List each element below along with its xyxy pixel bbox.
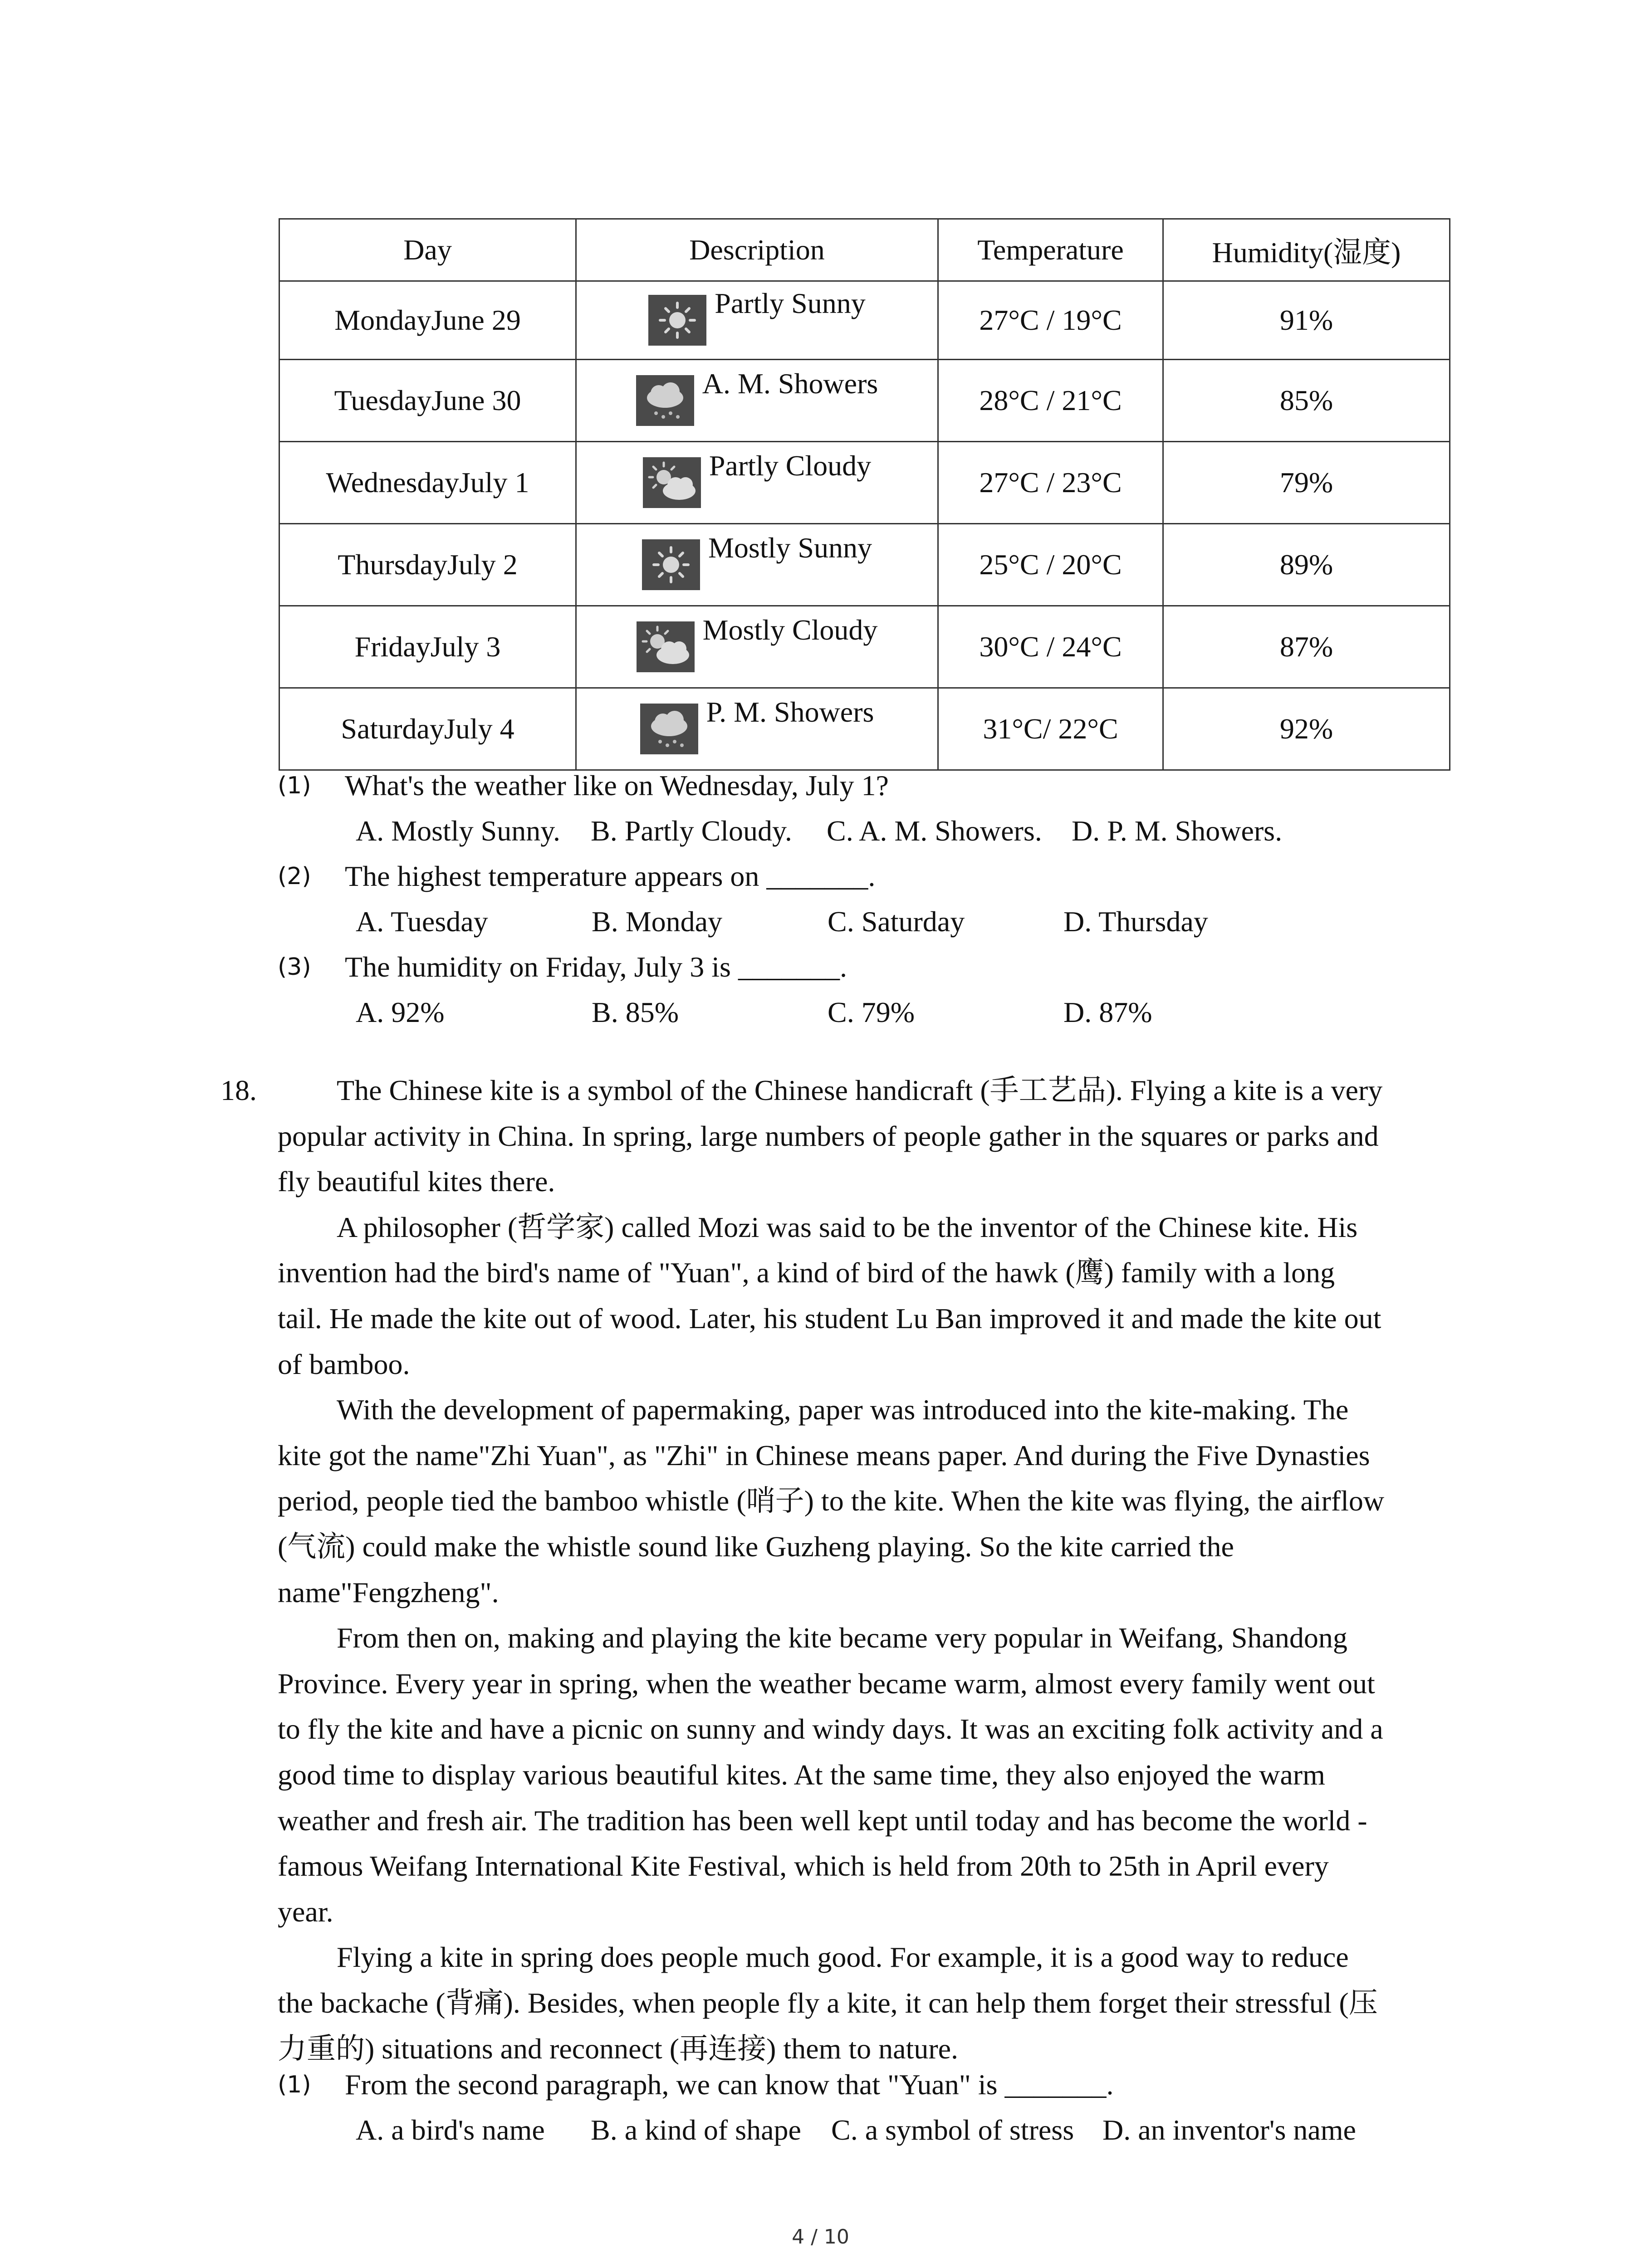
cell-day: MondayJune 29 <box>279 281 576 360</box>
answer-option[interactable]: A. a bird's name <box>356 2114 545 2146</box>
passage-line: Province. Every year in spring, when the weather became warm, almost every family went out <box>278 1667 1375 1700</box>
passage-line: popular activity in China. In spring, large numbers of people gather in the squares or parks and <box>278 1119 1379 1152</box>
question-number: (2) <box>278 863 311 890</box>
weather-table-body <box>279 281 1450 770</box>
table-header-row <box>279 219 1450 281</box>
passage-line: invention had the bird's name of "Yuan", a kind of bird of the hawk (鹰) family with a long <box>278 1256 1335 1289</box>
table-row <box>279 360 1450 442</box>
cell-temperature: 25°C / 20°C <box>938 524 1163 606</box>
passage-line: weather and fresh air. The tradition has been well kept until today and has become the world - <box>278 1804 1367 1837</box>
answer-option[interactable]: D. Thursday <box>1063 905 1208 938</box>
sun-cloud-icon <box>637 621 695 672</box>
cell-description <box>576 606 938 688</box>
answer-option[interactable]: A. 92% <box>356 996 445 1028</box>
weather-table <box>279 218 1450 771</box>
cell-day: FridayJuly 3 <box>279 606 576 688</box>
answer-option[interactable]: A. Tuesday <box>356 905 488 938</box>
question-number: (1) <box>278 772 311 799</box>
sun-icon <box>648 295 706 346</box>
cell-description <box>576 524 938 606</box>
passage-line: Flying a kite in spring does people much good. For example, it is a good way to reduce <box>337 1941 1349 1974</box>
header-description: Description <box>576 219 938 281</box>
question-number: (3) <box>278 953 311 981</box>
passage-line: The Chinese kite is a symbol of the Chinese handicraft (手工艺品). Flying a kite is a very <box>337 1074 1383 1106</box>
passage-line: of bamboo. <box>278 1348 410 1380</box>
sun-icon <box>642 539 700 590</box>
passage-line: With the development of papermaking, paper was introduced into the kite-making. The <box>337 1393 1349 1426</box>
passage-line: (气流) could make the whistle sound like Guzheng playing. So the kite carried the <box>278 1530 1234 1563</box>
rain-cloud-icon <box>640 704 698 754</box>
cell-humidity: 89% <box>1163 524 1450 606</box>
answer-option[interactable]: C. A. M. Showers. <box>827 815 1042 847</box>
table-row <box>279 688 1450 770</box>
cell-temperature: 31°C/ 22°C <box>938 688 1163 770</box>
cell-day: SaturdayJuly 4 <box>279 688 576 770</box>
description-text: A. M. Showers <box>702 367 878 400</box>
passage-line: year. <box>278 1895 333 1928</box>
passage-line: 力重的) situations and reconnect (再连接) them to nature. <box>278 2032 959 2065</box>
passage-line: good time to display various beautiful kites. At the same time, they also enjoyed the warm <box>278 1759 1325 1791</box>
table-row <box>279 281 1450 360</box>
passage-line: famous Weifang International Kite Festival, which is held from 20th to 25th in April every <box>278 1850 1329 1882</box>
passage-line: From then on, making and playing the kite became very popular in Weifang, Shandong <box>337 1622 1347 1654</box>
description-text: Mostly Cloudy <box>702 614 878 646</box>
passage-line: to fly the kite and have a picnic on sunny and windy days. It was an exciting folk activity and a <box>278 1713 1383 1745</box>
header-temperature: Temperature <box>938 219 1163 281</box>
question-text: The humidity on Friday, July 3 is _______. <box>345 951 847 983</box>
cell-temperature: 30°C / 24°C <box>938 606 1163 688</box>
cell-day: ThursdayJuly 2 <box>279 524 576 606</box>
description-text: Partly Cloudy <box>709 450 872 482</box>
answer-option[interactable]: B. Monday <box>592 905 722 938</box>
description-text: Partly Sunny <box>715 287 866 319</box>
rain-cloud-icon <box>636 375 694 426</box>
answer-option[interactable]: D. P. M. Showers. <box>1072 815 1283 847</box>
question-text: From the second paragraph, we can know that "Yuan" is _______. <box>345 2068 1114 2101</box>
answer-option[interactable]: A. Mostly Sunny. <box>356 815 561 847</box>
answer-option[interactable]: C. a symbol of stress <box>831 2114 1074 2146</box>
question-number-18: 18. <box>220 1074 257 1106</box>
answer-option[interactable]: C. 79% <box>828 996 915 1028</box>
header-humidity: Humidity(湿度) <box>1163 219 1450 281</box>
cell-humidity: 92% <box>1163 688 1450 770</box>
table-row <box>279 606 1450 688</box>
cell-description <box>576 281 938 360</box>
cell-day: WednesdayJuly 1 <box>279 442 576 524</box>
cell-temperature: 27°C / 19°C <box>938 281 1163 360</box>
cell-humidity: 91% <box>1163 281 1450 360</box>
answer-option[interactable]: D. 87% <box>1063 996 1152 1028</box>
passage-line: A philosopher (哲学家) called Mozi was said to be the inventor of the Chinese kite. His <box>337 1211 1358 1243</box>
answer-option[interactable]: B. a kind of shape <box>591 2114 801 2146</box>
table-row <box>279 442 1450 524</box>
passage-line: tail. He made the kite out of wood. Later, his student Lu Ban improved it and made the kite out <box>278 1302 1381 1334</box>
description-text: P. M. Showers <box>706 696 874 728</box>
passage-line: fly beautiful kites there. <box>278 1165 555 1198</box>
sun-cloud-icon <box>643 457 701 508</box>
cell-humidity: 85% <box>1163 360 1450 442</box>
answer-option[interactable]: D. an inventor's name <box>1102 2114 1356 2146</box>
passage-line: kite got the name"Zhi Yuan", as "Zhi" in Chinese means paper. And during the Five Dynasties <box>278 1439 1370 1471</box>
cell-humidity: 87% <box>1163 606 1450 688</box>
question-text: The highest temperature appears on _______. <box>345 860 876 892</box>
cell-description <box>576 688 938 770</box>
answer-option[interactable]: C. Saturday <box>828 905 965 938</box>
header-day: Day <box>279 219 576 281</box>
cell-temperature: 28°C / 21°C <box>938 360 1163 442</box>
table-row <box>279 524 1450 606</box>
passage-line: period, people tied the bamboo whistle (哨子) to the kite. When the kite was flying, the airflow <box>278 1485 1385 1517</box>
answer-option[interactable]: B. 85% <box>592 996 679 1028</box>
cell-description <box>576 360 938 442</box>
cell-description <box>576 442 938 524</box>
cell-temperature: 27°C / 23°C <box>938 442 1163 524</box>
page-number: 4 / 10 <box>792 2225 849 2248</box>
passage-line: name"Fengzheng". <box>278 1576 499 1608</box>
question-text: What's the weather like on Wednesday, July 1? <box>345 769 889 802</box>
answer-option[interactable]: B. Partly Cloudy. <box>591 815 792 847</box>
cell-day: TuesdayJune 30 <box>279 360 576 442</box>
passage-line: the backache (背痛). Besides, when people fly a kite, it can help them forget their stressful (压 <box>278 1987 1378 2019</box>
cell-humidity: 79% <box>1163 442 1450 524</box>
description-text: Mostly Sunny <box>708 532 872 564</box>
question-number: (1) <box>278 2071 311 2098</box>
